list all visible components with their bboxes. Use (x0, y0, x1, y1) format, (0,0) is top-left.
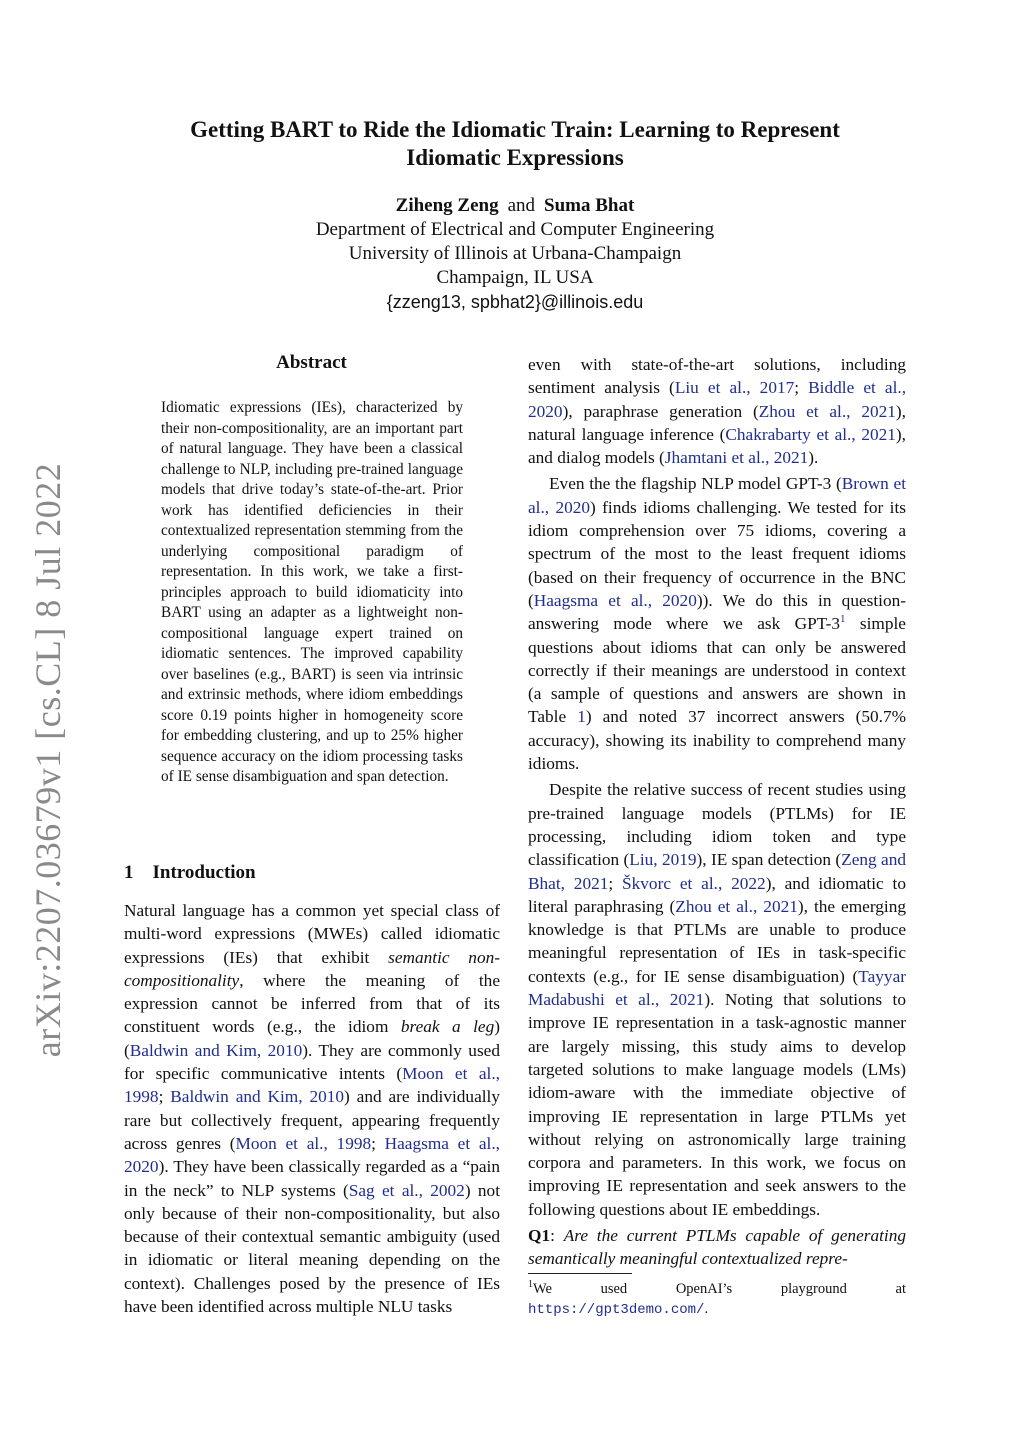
author-2: Suma Bhat (544, 195, 635, 216)
footnote-1 (528, 1279, 906, 1320)
table-reference-link[interactable]: 1 (577, 707, 586, 727)
citation-link[interactable]: Chakrabarty et al., 2021 (725, 424, 896, 444)
body-text: )). We do this in question-answering mode where we ask GPT-3 (528, 590, 906, 634)
body-text: ), paraphrase generation ( (562, 401, 759, 421)
citation-link[interactable]: Baldwin and Kim, 2010 (170, 1087, 345, 1107)
body-text: ), natural language inference ( (528, 401, 906, 444)
intro-text: ). They have been classically regarded as a “pain in the neck” to NLP systems ( (124, 1157, 500, 1200)
footnote-rule (528, 1273, 632, 1274)
paragraph-gpt3 (528, 472, 906, 775)
body-text: ), and dialog models ( (528, 424, 906, 468)
citation-link[interactable]: Zhou et al., 2021 (675, 896, 798, 916)
body-text: even with state-of-the-art solutions, including sentiment analysis ( (528, 355, 906, 398)
author-1: Ziheng Zeng (395, 195, 499, 216)
body-text: ; (608, 873, 623, 893)
body-text: ), IE span detection ( (696, 850, 842, 870)
body-text: ) finds idioms challenging. We tested for its idiom comprehension over 75 idioms, covering a spectrum of the most to the least frequent idioms (based on their frequency of occurrence in the BNC ( (528, 497, 906, 610)
abstract-body: Idiomatic expressions (IEs), characterized by their non-compositionality, are an important part of natural language. They have been a classical challenge to NLP, including pre-trained language models that drive today’s state-of-the-art. Prior work has identified deficiencies in their contextualized representation stemming from the underlying compositional paradigm of representation. In this work, we take a first-principles approach to build idiomaticity into BART using an adapter as a lightweight non-compositional language expert trained on idiomatic sentences. The improved capability over baselines (e.g., BART) is seen via intrinsic and extrinsic methods, where idiom embeddings score 0.19 points higher in homogeneity score for embedding clustering, and up to 25% higher sequence accuracy on the idiom processing tasks of IE sense disambiguation and span detection. (161, 399, 463, 785)
body-text: Even the the flagship NLP model GPT-3 ( (549, 474, 842, 494)
abstract-heading: Abstract (276, 352, 347, 373)
paper-title (120, 116, 910, 172)
citation-link[interactable]: Haagsma et al., 2020 (124, 1133, 500, 1177)
paragraph-challenges (528, 353, 906, 469)
body-text: ; (794, 378, 809, 398)
section-number: 1 (124, 862, 134, 883)
citation-link[interactable]: Liu, 2019 (629, 850, 697, 870)
body-text: ). Noting that solutions to improve IE representation in a task-agnostic manner are largely missing, this study aims to develop targeted solutions to make language models (LMs) idiom-aware with the immediate objective of improving IE representation in large PTLMs yet without relying on astronomically large training corpora and parameters. In this work, we focus on improving IE representation and seek answers to the following questions about IE embeddings. (528, 990, 906, 1219)
body-text: ), and idiomatic to literal paraphrasing ( (528, 873, 906, 916)
title-line-2: Idiomatic Expressions (406, 145, 624, 170)
intro-text: ) and are individually rare but collectively frequent, appearing frequently across genres ( (124, 1087, 500, 1153)
intro-text: ) not only because of their non-compositionality, but also because of their contextual semantic ambiguity (used in idiomatic or literal meaning depending on the context). Challenges posed by the presence of IEs have been identified across multiple NLU tasks (124, 1180, 500, 1317)
right-column (528, 353, 906, 1274)
intro-text: Natural language has a common yet special class of multi-word expressions (MWEs) called idiomatic expressions (IEs) that exhibit (124, 901, 500, 967)
footnote-url-link[interactable]: https://gpt3demo.com/ (528, 1302, 705, 1318)
footnote-number: 1 (528, 1279, 533, 1291)
introduction-paragraph (124, 899, 500, 1318)
intro-emphasis: semantic non-compositionality (124, 947, 500, 990)
citation-link[interactable]: Moon et al., 1998 (124, 1064, 500, 1107)
author-conjunction: and (507, 195, 536, 216)
citation-link[interactable]: Moon et al., 1998 (235, 1133, 372, 1153)
intro-text: ). They are commonly used for specific communicative intents ( (124, 1040, 500, 1084)
body-text: Despite the relative success of recent studies using pre-trained language models (PTLMs) for IE processing, including idiom token and type classification ( (528, 780, 906, 870)
question-q1 (528, 1224, 906, 1271)
body-text: ). (808, 448, 819, 468)
citation-link[interactable]: Jhamtani et al., 2021 (664, 448, 809, 468)
author-names (120, 194, 910, 218)
intro-emphasis: break a leg (400, 1017, 495, 1037)
question-colon: : (550, 1225, 555, 1245)
citation-link[interactable]: Brown et al., 2020 (528, 474, 907, 517)
citation-link[interactable]: Tayyar Madabushi et al., 2021 (528, 966, 906, 1010)
body-text: ) and noted 37 incorrect answers (50.7% accuracy), showing its inability to comprehend many idioms. (528, 707, 906, 774)
arxiv-identifier: arXiv:2207.03679v1 [cs.CL] 8 Jul 2022 (28, 462, 68, 1058)
citation-link[interactable]: Škvorc et al., 2022 (622, 873, 766, 893)
question-text: Are the current PTLMs capable of generating semantically meaningful contextualized repre- (528, 1225, 906, 1269)
section-heading-introduction (124, 862, 256, 884)
body-text: ), the emerging knowledge is that PTLMs are unable to produce meaningful representation of IEs in task-specific contexts (e.g., for IE sense disambiguation) ( (528, 896, 906, 986)
affiliation-location: Champaign, IL USA (436, 267, 594, 288)
intro-text: ; (158, 1087, 171, 1107)
footnote-text: We used OpenAI’s playground at (533, 1281, 906, 1297)
question-label: Q1 (528, 1225, 551, 1245)
author-block (120, 194, 910, 314)
citation-link[interactable]: Baldwin and Kim, 2010 (129, 1040, 303, 1060)
citation-link[interactable]: Sag et al., 2002 (348, 1180, 465, 1200)
section-title: Introduction (152, 862, 256, 883)
citation-link[interactable]: Haagsma et al., 2020 (533, 590, 697, 610)
citation-link[interactable]: Liu et al., 2017 (674, 378, 795, 398)
intro-text: , where the meaning of the expression cannot be inferred from that of its constituent words (e.g., the idiom (124, 970, 500, 1037)
arxiv-stamp (18, 462, 78, 1058)
intro-text: ) ( (124, 1017, 500, 1060)
title-line-1: Getting BART to Ride the Idiomatic Train: Learning to Represent (190, 117, 840, 142)
author-emails: {zzeng13, spbhat2}@illinois.edu (386, 292, 644, 312)
footnote-marker[interactable]: 1 (840, 613, 846, 626)
affiliation-department: Department of Electrical and Computer Engineering (315, 219, 715, 240)
citation-link[interactable]: Biddle et al., 2020 (528, 378, 907, 421)
body-text: simple questions about idioms that can only be answered correctly if their meanings are understood in context (a sample of questions and answers are shown in Table (528, 614, 906, 727)
citation-link[interactable]: Zeng and Bhat, 2021 (528, 850, 906, 893)
affiliation-university: University of Illinois at Urbana-Champaign (348, 243, 682, 264)
citation-link[interactable]: Zhou et al., 2021 (758, 401, 896, 421)
intro-text: ; (371, 1133, 385, 1153)
paragraph-ptlms (528, 778, 906, 1221)
footnote-end: . (704, 1301, 709, 1317)
